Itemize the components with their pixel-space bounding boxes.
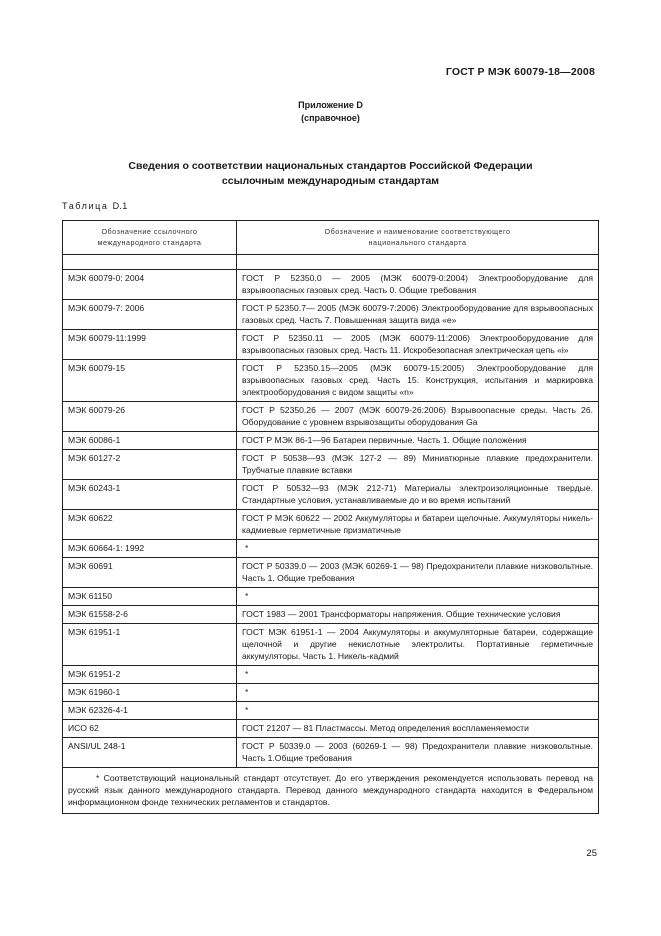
national-standard-cell: ГОСТ Р 50532—93 (МЭК 212-71) Материалы электроизоляционные твердые. Стандартные условия, устанавливаемые до и во время испытаний xyxy=(237,480,599,510)
appendix-heading xyxy=(0,99,661,125)
national-standard-cell: ГОСТ Р 52350.26 — 2007 (МЭК 60079-26:2006) Взрывоопасные среды. Часть 26. Оборудование с уровнем взрывозащиты оборудования Ga xyxy=(237,402,599,432)
national-standard-cell: * xyxy=(237,666,599,684)
national-standard-cell: ГОСТ МЭК 61951-1 — 2004 Аккумуляторы и аккумуляторные батареи, содержащие щелочной и другие некислотные электролиты. Портативные герметичные аккумуляторы. Часть 1. Никель-кадмий xyxy=(237,624,599,666)
table-row xyxy=(63,720,599,738)
table-row xyxy=(63,702,599,720)
table-row xyxy=(63,588,599,606)
table-row xyxy=(63,666,599,684)
national-standard-cell: ГОСТ Р МЭК 60622 — 2002 Аккумуляторы и батареи щелочные. Аккумуляторы никель-кадмиевые герметичные призматичные xyxy=(237,510,599,540)
appendix-title: Приложение D xyxy=(298,100,363,110)
international-standard-cell: МЭК 60079-0: 2004 xyxy=(63,270,237,300)
national-standard-cell: * xyxy=(237,540,599,558)
section-title xyxy=(0,159,661,189)
table-row xyxy=(63,738,599,768)
international-standard-cell: МЭК 60079-26 xyxy=(63,402,237,432)
national-standard-cell: ГОСТ 21207 — 81 Пластмассы. Метод определения воспламеняемости xyxy=(237,720,599,738)
national-standard-cell: ГОСТ Р 52350.0 — 2005 (МЭК 60079-0:2004) Электрооборудование для взрывоопасных газовых сред. Часть 0. Общие требования xyxy=(237,270,599,300)
international-standard-cell: МЭК 60079-15 xyxy=(63,360,237,402)
national-standard-cell: ГОСТ Р 52350.15—2005 (МЭК 60079-15:2005) Электрооборудование для взрывоопасных газовых сред. Часть 15. Конструкция, испытания и маркировка электрооборудования с видом защиты «n» xyxy=(237,360,599,402)
table-header-row xyxy=(63,221,599,255)
international-standard-cell: МЭК 60691 xyxy=(63,558,237,588)
spacer-cell xyxy=(63,255,237,270)
international-standard-cell: МЭК 62326-4-1 xyxy=(63,702,237,720)
international-standard-cell: МЭК 61960-1 xyxy=(63,684,237,702)
international-standard-cell: МЭК 60127-2 xyxy=(63,450,237,480)
footnote-row xyxy=(63,768,599,814)
international-standard-cell: МЭК 61951-2 xyxy=(63,666,237,684)
header-col2-line1: Обозначение и наименование соответствующего xyxy=(324,227,511,236)
spacer-cell xyxy=(237,255,599,270)
national-standard-cell: ГОСТ 1983 — 2001 Трансформаторы напряжения. Общие технические условия xyxy=(237,606,599,624)
table-row xyxy=(63,606,599,624)
table-row xyxy=(63,624,599,666)
table-row xyxy=(63,558,599,588)
international-standard-cell: МЭК 60622 xyxy=(63,510,237,540)
international-standard-cell: МЭК 60086-1 xyxy=(63,432,237,450)
international-standard-cell: МЭК 61951-1 xyxy=(63,624,237,666)
table-row xyxy=(63,300,599,330)
header-national-standard xyxy=(237,221,599,255)
national-standard-cell: ГОСТ Р 52350.11 — 2005 (МЭК 60079-11:2006) Электрооборудование для взрывоопасных газовых сред. Часть 11. Искробезопасная электрическая цепь «i» xyxy=(237,330,599,360)
international-standard-cell: МЭК 61150 xyxy=(63,588,237,606)
national-standard-cell: ГОСТ Р МЭК 86-1—96 Батареи первичные. Часть 1. Общие положения xyxy=(237,432,599,450)
table-row xyxy=(63,540,599,558)
national-standard-cell: * xyxy=(237,702,599,720)
table-caption-number: D.1 xyxy=(112,201,128,211)
national-standard-cell: * xyxy=(237,684,599,702)
table-footnote: * Соответствующий национальный стандарт отсутствует. До его утверждения рекомендуется использовать перевод на русский язык данного международного стандарта. Перевод данного международного стандарта находится в Федеральном информационном фонде технических регламентов и стандартов. xyxy=(63,768,599,814)
international-standard-cell: МЭК 60079-7: 2006 xyxy=(63,300,237,330)
table-caption xyxy=(62,201,128,211)
page-number: 25 xyxy=(586,848,597,859)
header-col2-line2: национального стандарта xyxy=(368,238,467,247)
table-row xyxy=(63,432,599,450)
header-col1-line1: Обозначение ссылочного xyxy=(101,227,198,236)
national-standard-cell: ГОСТ Р 50339.0 — 2003 (60269-1 — 98) Предохранители плавкие низковольтные. Часть 1.Общие требования xyxy=(237,738,599,768)
international-standard-cell: МЭК 60664-1: 1992 xyxy=(63,540,237,558)
table-caption-label: Таблица xyxy=(62,201,109,211)
section-title-line-2: ссылочным международным стандартам xyxy=(221,175,440,187)
table-row xyxy=(63,360,599,402)
appendix-subtitle: (справочное) xyxy=(301,113,360,123)
header-international-standard xyxy=(63,221,237,255)
correspondence-table xyxy=(62,220,599,814)
header-col1-line2: международного стандарта xyxy=(97,238,202,247)
international-standard-cell: МЭК 61558-2-6 xyxy=(63,606,237,624)
table-row xyxy=(63,510,599,540)
table-row xyxy=(63,330,599,360)
section-title-line-1: Сведения о соответствии национальных стандартов Российской Федерации xyxy=(128,160,533,172)
table-row xyxy=(63,270,599,300)
national-standard-cell: ГОСТ Р 50339.0 — 2003 (МЭК 60269-1 — 98) Предохранители плавкие низковольтные. Часть 1. Общие требования xyxy=(237,558,599,588)
table-row xyxy=(63,450,599,480)
international-standard-cell: ANSI/UL 248-1 xyxy=(63,738,237,768)
standard-code: ГОСТ Р МЭК 60079-18—2008 xyxy=(445,66,595,78)
table-row xyxy=(63,402,599,432)
national-standard-cell: * xyxy=(237,588,599,606)
table-row xyxy=(63,480,599,510)
international-standard-cell: МЭК 60243-1 xyxy=(63,480,237,510)
national-standard-cell: ГОСТ Р 50538—93 (МЭК 127-2 — 89) Миниатюрные плавкие предохранители. Трубчатые плавкие вставки xyxy=(237,450,599,480)
table-row xyxy=(63,684,599,702)
national-standard-cell: ГОСТ Р 52350.7— 2005 (МЭК 60079-7:2006) Электрооборудование для взрывоопасных газовых сред. Часть 7. Повышенная защита вида «е» xyxy=(237,300,599,330)
header-spacer-row xyxy=(63,255,599,270)
international-standard-cell: ИСО 62 xyxy=(63,720,237,738)
international-standard-cell: МЭК 60079-11:1999 xyxy=(63,330,237,360)
